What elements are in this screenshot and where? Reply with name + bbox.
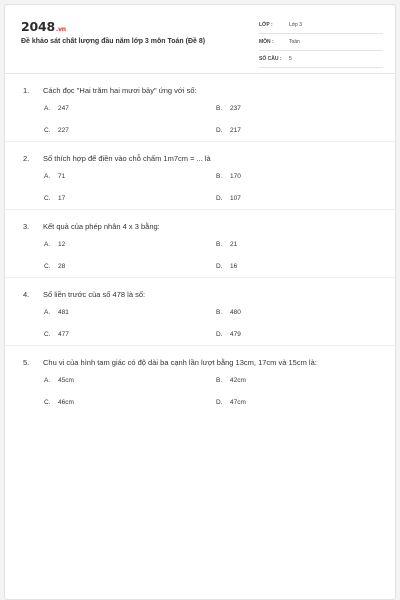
question-2	[5, 142, 395, 210]
question-3	[5, 210, 395, 278]
meta-row-subject	[259, 34, 383, 51]
option-letter: D.	[216, 331, 223, 338]
question-1	[5, 74, 395, 142]
option-d[interactable]	[216, 331, 241, 338]
header	[5, 5, 395, 73]
logo-text: 2048	[21, 19, 55, 34]
option-letter: D.	[216, 399, 223, 406]
option-letter: A.	[44, 105, 51, 112]
option-d[interactable]	[216, 195, 241, 202]
option-letter: D.	[216, 127, 223, 134]
option-b[interactable]	[216, 309, 241, 316]
meta-row-question-count	[259, 51, 383, 68]
question-stem	[23, 154, 211, 163]
question-list	[5, 74, 395, 414]
option-text: 28	[58, 263, 66, 270]
question-stem	[23, 290, 145, 299]
option-b[interactable]	[216, 105, 241, 112]
meta-value-subject: Toán	[289, 39, 300, 45]
option-c[interactable]	[44, 399, 74, 406]
option-letter: D.	[216, 263, 223, 270]
option-a[interactable]	[44, 309, 69, 316]
option-a[interactable]	[44, 173, 65, 180]
option-text: 477	[58, 331, 69, 338]
question-number: 5.	[23, 358, 30, 367]
option-text: 42cm	[230, 377, 246, 384]
option-c[interactable]	[44, 127, 69, 134]
option-letter: C.	[44, 331, 51, 338]
option-text: 21	[230, 241, 238, 248]
question-text: Cách đọc "Hai trăm hai mươi bảy" ứng với số:	[43, 86, 197, 95]
option-text: 17	[58, 195, 66, 202]
option-text: 16	[230, 263, 238, 270]
option-letter: A.	[44, 173, 51, 180]
question-number: 1.	[23, 86, 30, 95]
option-letter: B.	[216, 173, 223, 180]
option-b[interactable]	[216, 173, 241, 180]
question-stem	[23, 358, 317, 367]
option-c[interactable]	[44, 195, 65, 202]
option-a[interactable]	[44, 241, 65, 248]
option-letter: A.	[44, 309, 51, 316]
option-text: 107	[230, 195, 241, 202]
question-number: 2.	[23, 154, 30, 163]
exam-sheet	[4, 4, 396, 600]
option-text: 479	[230, 331, 241, 338]
meta-row-class	[259, 17, 383, 34]
question-text: Số liền trước của số 478 là số:	[43, 290, 146, 299]
question-stem	[23, 222, 160, 231]
option-text: 481	[58, 309, 69, 316]
meta-value-question-count: 5	[289, 56, 292, 62]
option-letter: D.	[216, 195, 223, 202]
option-letter: B.	[216, 105, 223, 112]
meta-key-question-count: SỐ CÂU :	[259, 56, 282, 62]
option-b[interactable]	[216, 241, 237, 248]
question-4	[5, 278, 395, 346]
question-number: 4.	[23, 290, 30, 299]
option-d[interactable]	[216, 127, 241, 134]
option-text: 47cm	[230, 399, 246, 406]
meta-key-class: LỚP :	[259, 22, 273, 28]
option-text: 12	[58, 241, 66, 248]
option-a[interactable]	[44, 105, 69, 112]
option-c[interactable]	[44, 331, 69, 338]
option-text: 45cm	[58, 377, 74, 384]
meta-value-class: Lớp 3	[289, 22, 303, 28]
option-text: 46cm	[58, 399, 74, 406]
exam-meta	[259, 17, 383, 68]
question-text: Số thích hợp để điền vào chỗ chấm 1m7cm = ... là	[43, 154, 211, 163]
option-d[interactable]	[216, 263, 237, 270]
option-letter: B.	[216, 241, 223, 248]
option-b[interactable]	[216, 377, 246, 384]
exam-title: Đề khảo sát chất lượng đầu năm lớp 3 môn Toán (Đề 8)	[21, 38, 206, 45]
logo-suffix: .vn	[56, 26, 66, 33]
question-number: 3.	[23, 222, 30, 231]
option-text: 480	[230, 309, 241, 316]
option-letter: A.	[44, 377, 51, 384]
question-stem	[23, 86, 197, 95]
option-text: 71	[58, 173, 66, 180]
option-a[interactable]	[44, 377, 74, 384]
option-c[interactable]	[44, 263, 65, 270]
option-letter: C.	[44, 263, 51, 270]
question-text: Chu vi của hình tam giác có độ dài ba cạnh lần lượt bằng 13cm, 17cm và 15cm là:	[43, 358, 317, 367]
option-text: 227	[58, 127, 69, 134]
option-letter: B.	[216, 309, 223, 316]
meta-key-subject: MÔN :	[259, 39, 274, 45]
option-letter: A.	[44, 241, 51, 248]
option-letter: B.	[216, 377, 223, 384]
option-text: 247	[58, 105, 69, 112]
site-logo[interactable]	[21, 19, 66, 34]
option-text: 237	[230, 105, 241, 112]
option-text: 170	[230, 173, 241, 180]
option-letter: C.	[44, 399, 51, 406]
option-letter: C.	[44, 127, 51, 134]
question-text: Kết quả của phép nhân 4 x 3 bằng:	[43, 222, 160, 231]
option-text: 217	[230, 127, 241, 134]
option-letter: C.	[44, 195, 51, 202]
question-5	[5, 346, 395, 414]
option-d[interactable]	[216, 399, 246, 406]
